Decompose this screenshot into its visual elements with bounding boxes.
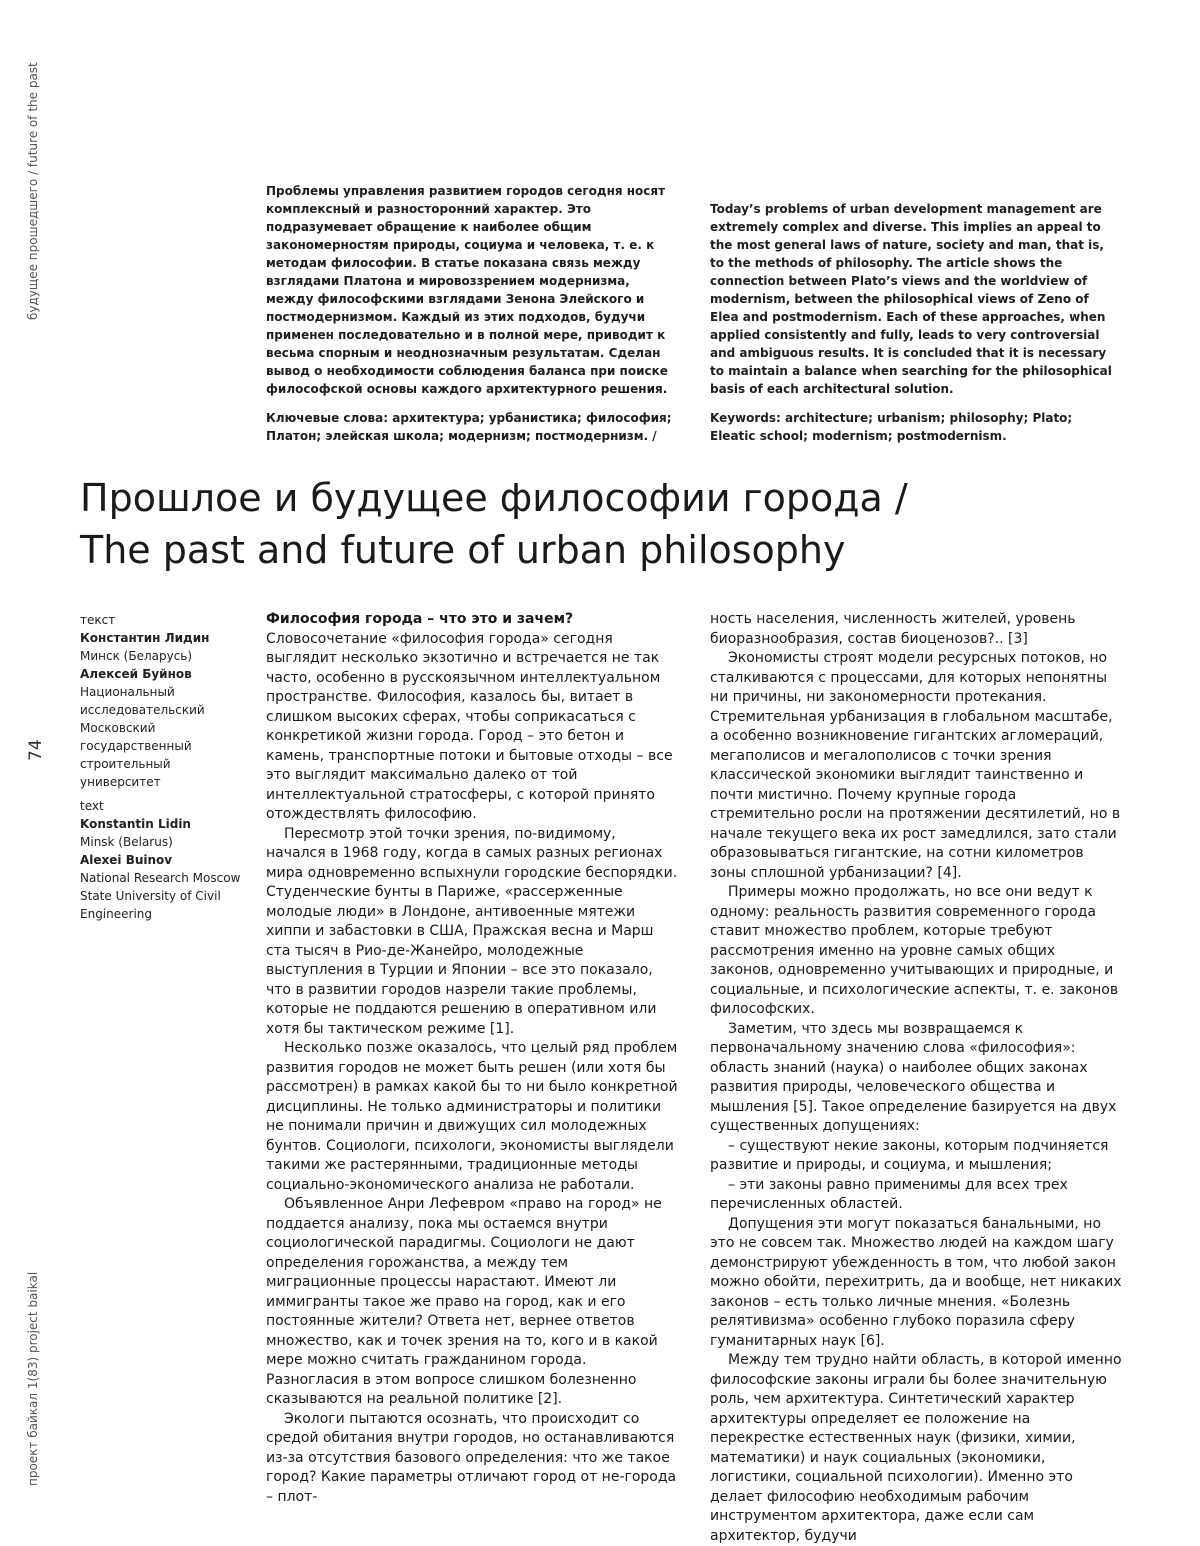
article-title [80,472,1140,576]
paragraph: Экономисты строят модели ресурсных потоков, но сталкиваются с процессами, для которых непонятны ни причины, ни закономерности протекания. Стремительная урбанизация в глобальном масштабе, а особенно возникновение гигантских агломераций, мегаполисов и мегалополисов с точки зрения классической экономики выглядит таинственно и почти мистично. Почему крупные города стремительно росли на протяжении десятилетий, но в начале текущего века их рост замедлился, зато стали образовываться гигантские, на сотни километров зоны сплошной урбанизации? [4]. [710,650,1121,881]
keywords-en: Keywords: architecture; urbanism; philosophy; Plato; Eleatic school; modernism; postmodernism. [710,411,1073,443]
author-label-ru: текст [80,613,116,627]
paragraph: Допущения эти могут показаться банальными, но это не совсем так. Множество людей на каждом шагу демонстрируют убежденность в том, что любой закон можно обойти, перехитрить, да и вообще, нет никаких законов – есть только личные мнения. «Болезнь релятивизма» особенно глубоко поразила сферу гуманитарных наук [6]. [710,1215,1122,1349]
paragraph: Экологи пытаются осознать, что происходит со средой обитания внутри городов, но останавливаются из-за отсутствия базового определения: что же такое город? Какие параметры отличают город от не-города – плот- [266,1410,677,1505]
paragraph: Несколько позже оказалось, что целый ряд проблем развития городов не может быть решен (или хотя бы рассмотрен) в рамках какой бы то ни было конкретной дисциплины. Не только администраторы и политики не понимали причин и движущих сил молодежных бунтов. Социологи, психологи, экономисты выглядели такими же растерянными, традиционные методы социально-экономического анализа не работали. [266,1040,678,1193]
paragraph: ность населения, численность жителей, уровень биоразнообразия, состав биоценозов?.. [3] [710,611,1076,647]
paragraph: Примеры можно продолжать, но все они ведут к одному: реальность развития современного города ставит множество проблем, которые требуют рассмотрения именно на уровне самых общих законов, одновременно учитывающих и природные, и социальные, и психологические аспекты, т. е. законов философских. [710,884,1119,1017]
paragraph: Пересмотр этой точки зрения, по-видимому, начался в 1968 году, когда в самых разных регионах мира одновременно вспыхнули городские беспорядки. Студенческие бунты в Париже, «рассерженные молодые люди» в Лондоне, антивоенные мятежи хиппи и забастовки в США, Пражская весна и Марш ста тысяч в Рио-де-Жанейро, молодежные выступления в Турции и Японии – все это показало, что в развитии городов назрели такие проблемы, которые не поддаются решению в оперативном или хотя бы тактическом режиме [1]. [266,825,678,1037]
author-block [80,611,250,923]
author-affiliation: Minsk (Belarus) [80,835,173,849]
author-name: Konstantin Lidin [80,817,191,831]
paragraph: Объявленное Анри Лефевром «право на город» не поддается анализу, пока мы остаемся внутри социологической парадигмы. Социологи не дают определения горожанства, а между тем миграционные процессы нарастают. Имеют ли иммигранты такое же право на город, как и его постоянные жители? Ответа нет, вернее ответов множество, как и точек зрения на то, кого и в какой мере можно считать гражданином города. Разногласия в этом вопросе слишком болезненно сказываются на реальной политике [2]. [266,1196,662,1407]
paragraph: Между тем трудно найти область, в которой именно философские законы играли бы более значительную роль, чем архитектура. Синтетический характер архитектуры определяет ее положение на перекрестке естественных наук (физики, химии, математики) и наук социальных (экономики, логистики, социальной психологии). Именно это делает философию необходимым рабочим инструментом архитектора, даже если сам архитектор, будучи [710,1352,1122,1544]
list-item: – эти законы равно применимы для всех трех перечисленных областей. [710,1176,1068,1212]
body-column-right [710,610,1122,1546]
keywords-ru: Ключевые слова: архитектура; урбанистика; философия; Платон; элейская школа; модернизм; постмодернизм. / [266,411,672,443]
author-name: Alexei Buinov [80,853,173,867]
section-heading: Философия города – что это и зачем? [266,611,574,627]
author-label-en: text [80,799,104,813]
author-affiliation: National Research Moscow State University of Civil Engineering [80,871,241,921]
paragraph: Словосочетание «философия города» сегодня выглядит несколько экзотично и встречается не так часто, особенно в русскоязычном интеллектуальном пространстве. Философия, казалось бы, витает в слишком высоких сферах, чтобы соприкасаться с конкретикой жизни города. Город – это бетон и камень, транспортные потоки и бытовые отходы – все это выглядит максимально далеко от той интеллектуальной стратосферы, с которой принято отождествлять философию. [266,630,673,822]
abstract-en-text: Today’s problems of urban development management are extremely complex and diverse. This implies an appeal to the most general laws of nature, society and man, that is, to the methods of philosophy. The article shows the connection between Plato’s views and the worldview of modernism, between the philosophical views of Zeno of Elea and postmodernism. Each of these approaches, when applied consistently and fully, leads to very controversial and ambiguous results. It is concluded that it is necessary to maintain a balance when searching for the philosophical basis of each architectural solution. [710,202,1112,396]
author-name: Константин Лидин [80,631,210,645]
author-name: Алексей Буйнов [80,667,192,681]
body-column-left [266,610,678,1507]
abstract-english [710,200,1120,445]
author-affiliation: Минск (Беларусь) [80,649,193,663]
paragraph: Заметим, что здесь мы возвращаемся к первоначальному значению слова «философия»: область знаний (наука) о наиболее общих законах развития природы, человеческого общества и мышления [5]. Такое определение базируется на двух существенных допущениях: [710,1020,1117,1134]
title-line-ru: Прошлое и будущее философии города / [80,476,908,520]
abstract-russian [266,182,676,445]
author-affiliation: Национальный исследовательский Московский государственный строительный университет [80,685,205,789]
page-number: 74 [26,739,46,761]
running-head: будущее прошедшего / future of the past [26,62,40,320]
abstract-ru-text: Проблемы управления развитием городов сегодня носят комплексный и разносторонний характер. Это подразумевает обращение к наиболее общим закономерностям природы, социума и человека, т. е. к методам философии. В статье показана связь между взглядами Платона и мировоззрением модернизма, между философскими взглядами Зенона Элейского и постмодернизмом. Каждый из этих подходов, будучи применен последовательно и в полной мере, приводит к весьма спорным и неоднозначным результатам. Сделан вывод о необходимости соблюдения баланса при поиске философской основы каждого архитектурного решения. [266,184,668,396]
list-item: – существуют некие законы, которым подчиняется развитие и природы, и социума, и мышления; [710,1137,1109,1173]
journal-footer: проект байкал 1(83) project baikal [26,1271,40,1486]
title-line-en: The past and future of urban philosophy [80,528,846,572]
